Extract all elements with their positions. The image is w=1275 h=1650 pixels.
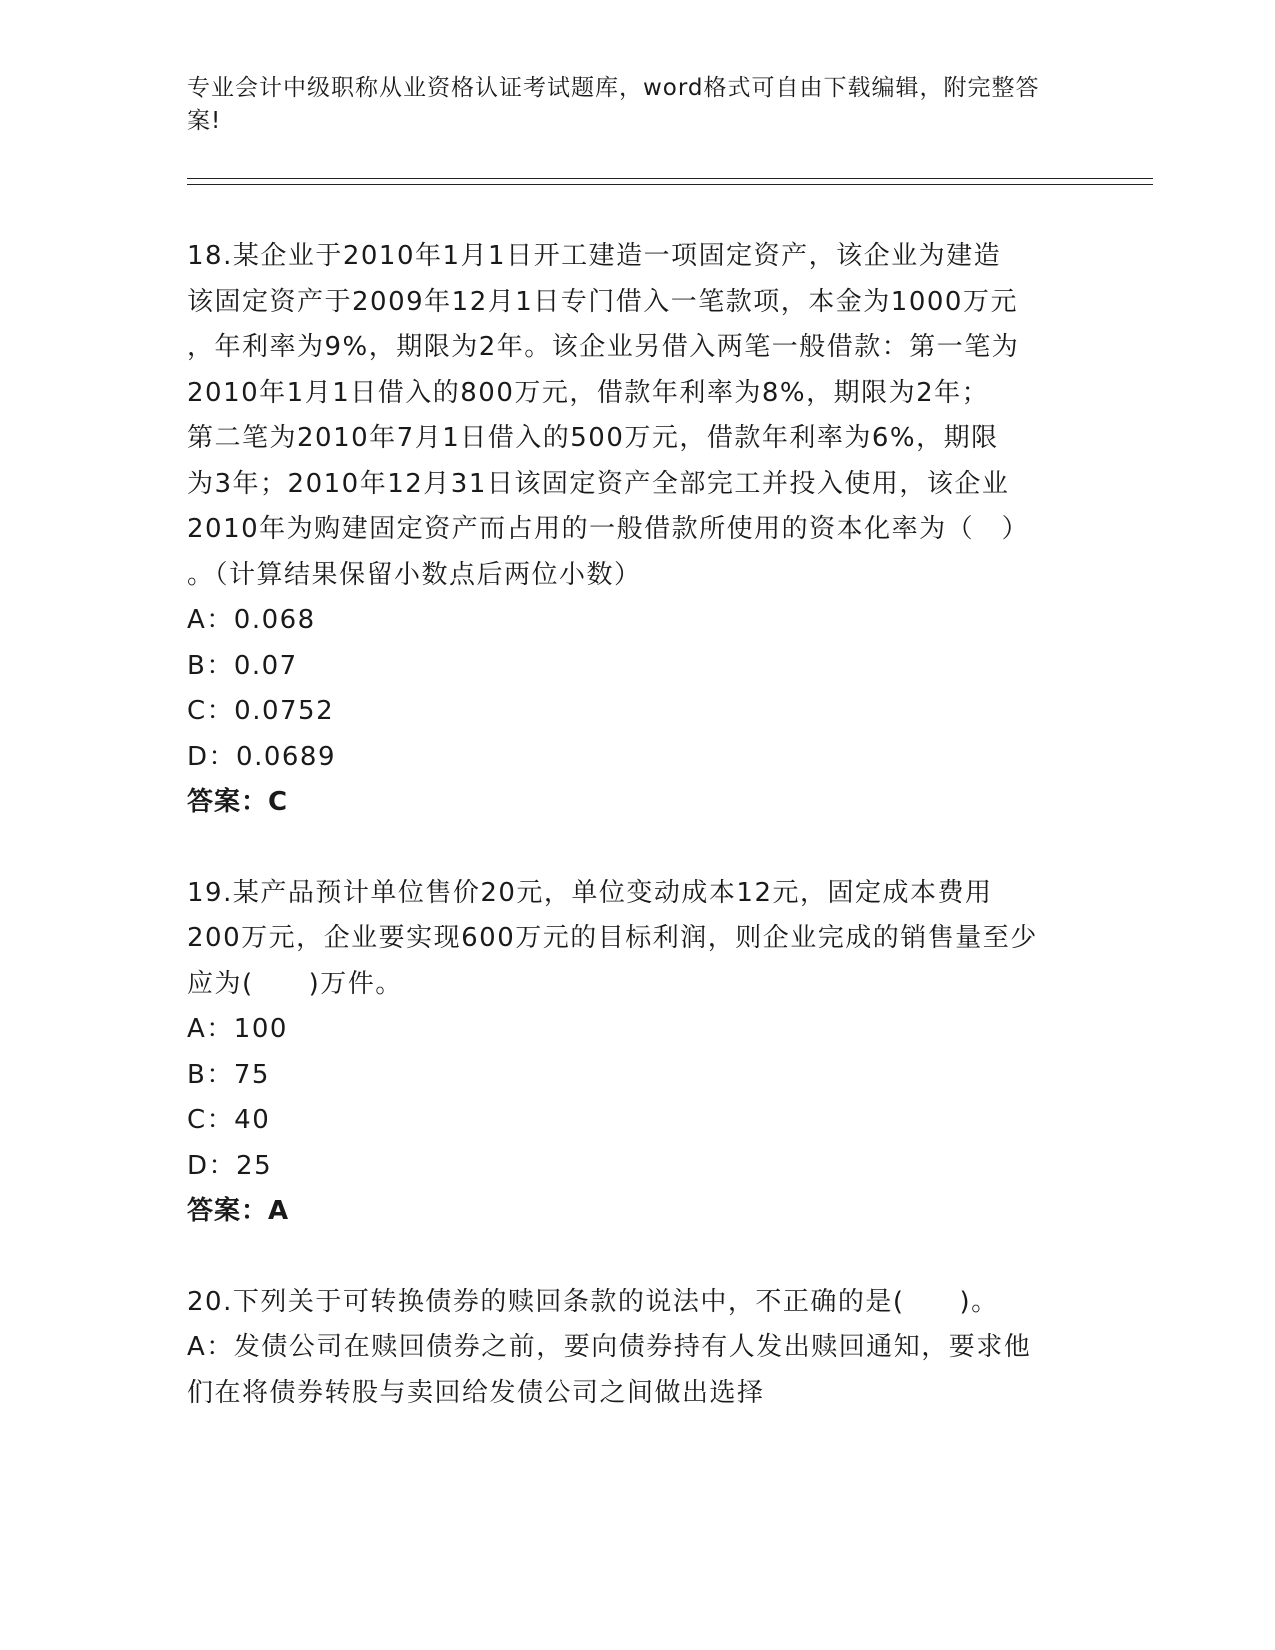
option-d: D：0.0689 bbox=[187, 741, 336, 772]
question-list bbox=[187, 234, 1087, 1416]
document-header bbox=[187, 72, 1067, 138]
option-a: A：0.068 bbox=[187, 605, 316, 635]
header-line-1: 专业会计中级职称从业资格认证考试题库，word格式可自由下载编辑，附完整答 bbox=[187, 75, 1040, 101]
header-rule-bottom bbox=[187, 184, 1153, 185]
question-stem-line: 。（计算结果保留小数点后两位小数） bbox=[187, 559, 642, 590]
question-stem-line: ，年利率为9%，期限为2年。该企业另借入两笔一般借款：第一笔为 bbox=[187, 332, 1020, 362]
question-gap bbox=[187, 826, 1087, 871]
option-a: A：100 bbox=[187, 1014, 288, 1044]
question-stem-line: 该固定资产于2009年12月1日专门借入一笔款项，本金为1000万元 bbox=[187, 286, 1018, 317]
header-rule-top bbox=[187, 178, 1153, 179]
question-stem-line: 应为( )万件。 bbox=[187, 968, 403, 999]
option-c: C：0.0752 bbox=[187, 696, 335, 726]
question-19 bbox=[187, 871, 1087, 1235]
question-stem-line: 18.某企业于2010年1月1日开工建造一项固定资产，该企业为建造 bbox=[187, 241, 1002, 271]
question-18 bbox=[187, 234, 1087, 826]
answer: 答案：A bbox=[187, 1196, 290, 1226]
option-c: C：40 bbox=[187, 1105, 271, 1135]
answer: 答案：C bbox=[187, 787, 289, 817]
option-b: B：75 bbox=[187, 1059, 270, 1090]
question-20 bbox=[187, 1280, 1087, 1417]
option-b: B：0.07 bbox=[187, 650, 298, 681]
question-stem-line: 第二笔为2010年7月1日借入的500万元，借款年利率为6%，期限 bbox=[187, 423, 999, 453]
question-stem-line: 2010年1月1日借入的800万元，借款年利率为8%，期限为2年； bbox=[187, 377, 990, 408]
option-d: D：25 bbox=[187, 1150, 273, 1181]
option-a: A：发债公司在赎回债券之前，要向债券持有人发出赎回通知，要求他 bbox=[187, 1332, 1032, 1362]
question-stem-line: 为3年；2010年12月31日该固定资产全部完工并投入使用，该企业 bbox=[187, 468, 1010, 499]
option-a-continued: 们在将债券转股与卖回给发债公司之间做出选择 bbox=[187, 1377, 765, 1408]
question-gap bbox=[187, 1235, 1087, 1280]
question-stem-line: 19.某产品预计单位售价20元，单位变动成本12元，固定成本费用 bbox=[187, 877, 993, 908]
question-stem-line: 2010年为购建固定资产而占用的一般借款所使用的资本化率为（ ） bbox=[187, 514, 1030, 544]
header-line-2: 案! bbox=[187, 108, 222, 134]
question-stem-line: 200万元，企业要实现600万元的目标利润，则企业完成的销售量至少 bbox=[187, 923, 1038, 953]
question-stem-line: 20.下列关于可转换债券的赎回条款的说法中，不正确的是( )。 bbox=[187, 1286, 999, 1317]
